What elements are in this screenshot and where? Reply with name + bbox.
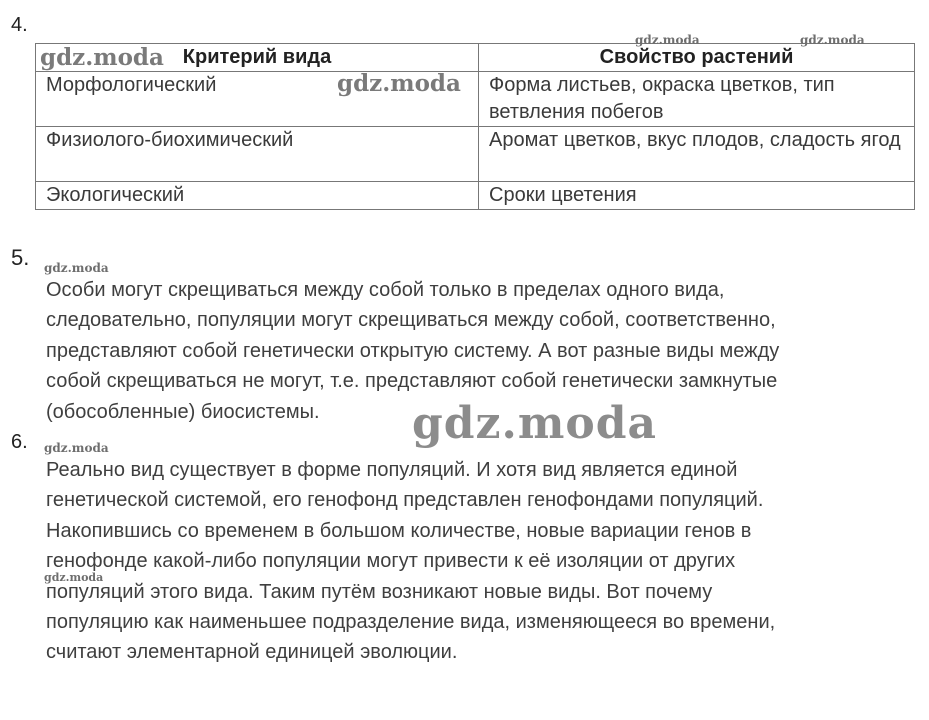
answer-5-line: (обособленные) биосистемы.	[46, 400, 320, 423]
criterion-cell: Морфологический	[36, 72, 479, 127]
header-criterion: Критерий вида	[36, 44, 479, 72]
answer-6-line: Реально вид существует в форме популяций. И хотя вид является единой	[46, 459, 738, 481]
criterion-cell: Экологический	[36, 182, 479, 210]
answer-5-line: представляют собой генетически открытую систему. А вот разные виды между	[46, 339, 780, 362]
watermark: gdz.moda	[40, 44, 164, 71]
watermark: gdz.moda	[337, 70, 461, 97]
criterion-cell: Физиолого-биохимический	[36, 127, 479, 182]
answer-6-line: популяций этого вида. Таким путём возникают новые виды. Вот почему	[46, 580, 713, 603]
question-number-5: 5.	[11, 245, 30, 270]
answer-5-line: собой скрещиваться не могут, т.е. представляют собой генетически замкнутые	[46, 370, 778, 393]
watermark: gdz.moda	[44, 441, 109, 455]
header-property: Свойство растений	[479, 44, 915, 72]
answer-6-line: считают элементарной единицей эволюции.	[46, 641, 458, 664]
watermark: gdz.moda	[800, 33, 865, 47]
table-row	[36, 72, 915, 127]
property-cell: Форма листьев, окраска цветков, тип ветвления побегов	[479, 72, 915, 127]
watermark: gdz.moda	[412, 398, 658, 449]
property-cell: Сроки цветения	[479, 182, 915, 210]
table-row	[36, 127, 915, 182]
answer-5-line: следовательно, популяции могут скрещиваться между собой, соответственно,	[46, 309, 776, 332]
answer-6-line: популяцию как наименьшее подразделение вида, изменяющееся во времени,	[46, 611, 776, 634]
table-header-row	[36, 44, 915, 72]
watermark: gdz.moda	[44, 571, 104, 584]
table-row	[36, 182, 915, 210]
watermark: gdz.moda	[44, 261, 109, 275]
answer-6-line: Накопившись со временем в большом количестве, новые вариации генов в	[46, 519, 752, 542]
question-number-6: 6.	[11, 431, 28, 453]
answer-6-line: генофонде какой-либо популяции могут привести к её изоляции от других	[46, 550, 736, 573]
watermark: gdz.moda	[635, 33, 700, 47]
criteria-table	[35, 43, 915, 210]
question-number-4: 4.	[11, 14, 28, 36]
answer-6-line: генетической системой, его генофонд представлен генофондами популяций.	[46, 489, 764, 512]
answer-6-paragraph	[46, 455, 906, 668]
property-cell: Аромат цветков, вкус плодов, сладость ягод	[479, 127, 915, 182]
answer-5-line: Особи могут скрещиваться между собой только в пределах одного вида,	[46, 279, 725, 301]
